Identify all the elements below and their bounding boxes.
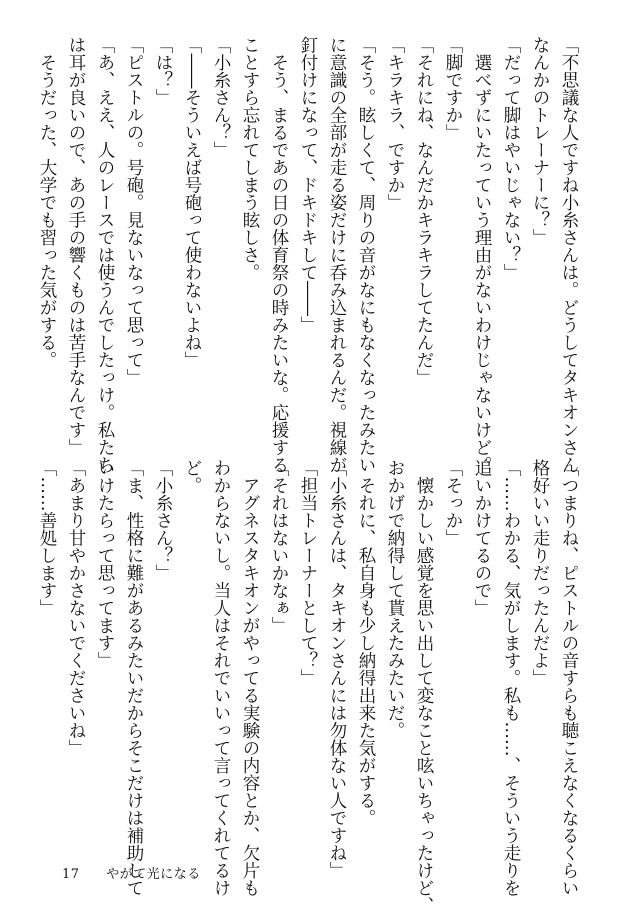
text-line: そう、まるであの日の体育祭の時みたいな。応援する xyxy=(269,36,289,474)
text-line: 「それにね、なんだかキラキラしてたんだ」 xyxy=(414,36,434,386)
text-line: そうだった、大学でも習った気がする。 xyxy=(37,36,57,369)
text-line: 「小糸さんは、タキオンさんには勿体ない人ですね」 xyxy=(327,459,347,879)
text-line: 「ピストルの。号砲。見ないなって思って」 xyxy=(124,36,144,386)
text-line: 「だって脚はやいじゃない？」 xyxy=(501,36,521,281)
book-title: やがて光になる xyxy=(106,867,201,882)
text-line: 「脚ですか」 xyxy=(443,36,463,141)
text-line: 「そう。眩しくて、周りの音がなにもなくなったみたい xyxy=(356,36,376,474)
text-line: それに、私自身も少し納得出来た気がする。 xyxy=(356,459,376,827)
text-line: は耳が良いので、あの手の響くものは苦手なんです」 xyxy=(66,36,86,456)
text-line: 「小糸さん？」 xyxy=(211,36,231,159)
page-number: 17 xyxy=(62,867,80,882)
text-line: 「キラキラ、ですか」 xyxy=(385,36,405,211)
text-line: わからないし。当人はそれでいいって言ってくれてるけ xyxy=(211,459,231,897)
text-line: 「あ、ええ、人のレースでは使うんでしたっけ。私たち xyxy=(95,36,115,474)
text-line: 「あまり甘やかさないでくださいね」 xyxy=(66,459,86,757)
text-line: 「……わかる、気がします。私も……、そういう走りを xyxy=(501,459,521,897)
text-line: 「そっか」 xyxy=(443,459,463,547)
text-line: 「不思議な人ですね小糸さんは。どうしてタキオンさん xyxy=(559,36,579,474)
text-line: ど。 xyxy=(182,459,202,494)
text-line: 「つまりね、ピストルの音すらも聴こえなくなるくらい xyxy=(559,459,579,897)
text-line: 「……善処します」 xyxy=(37,459,57,617)
page-footer xyxy=(62,863,201,882)
text-line: 「は？」 xyxy=(153,36,173,106)
text-line: 「担当トレーナーとして？」 xyxy=(298,459,318,687)
text-line: アグネスタキオンがやってる実験の内容とか、欠片も xyxy=(240,459,260,897)
text-line: ことすら忘れてしまう眩しさ。 xyxy=(240,36,260,281)
text-line: 「それはないかなぁ」 xyxy=(269,459,289,634)
text-line: 「――そういえば号砲って使わないよね」 xyxy=(182,36,202,369)
text-line: 釘付けになって、ドキドキして――」 xyxy=(298,36,318,334)
text-line: に意識の全部が走る姿だけに呑み込まれるんだ。視線が xyxy=(327,36,347,474)
text-line: 「ま、性格に難があるみたいだからそこだけは補助して xyxy=(124,459,144,897)
text-line: 選べずにいたっていう理由がないわけじゃないけど。 xyxy=(472,36,492,474)
text-line: 懐かしい感覚を思い出して変なこと呟いちゃったけど、 xyxy=(414,459,434,914)
text-line: いけたらって思ってます」 xyxy=(95,459,115,669)
text-line: 格好いい走りだったんだよ」 xyxy=(530,459,550,687)
text-line: おかげで納得して貰えたみたいだ。 xyxy=(385,459,405,739)
text-line: 追いかけてるので」 xyxy=(472,459,492,617)
text-line: なんかのトレーナーに？」 xyxy=(530,36,550,246)
text-line: 「小糸さん？」 xyxy=(153,459,173,582)
top-text-block xyxy=(32,36,583,474)
